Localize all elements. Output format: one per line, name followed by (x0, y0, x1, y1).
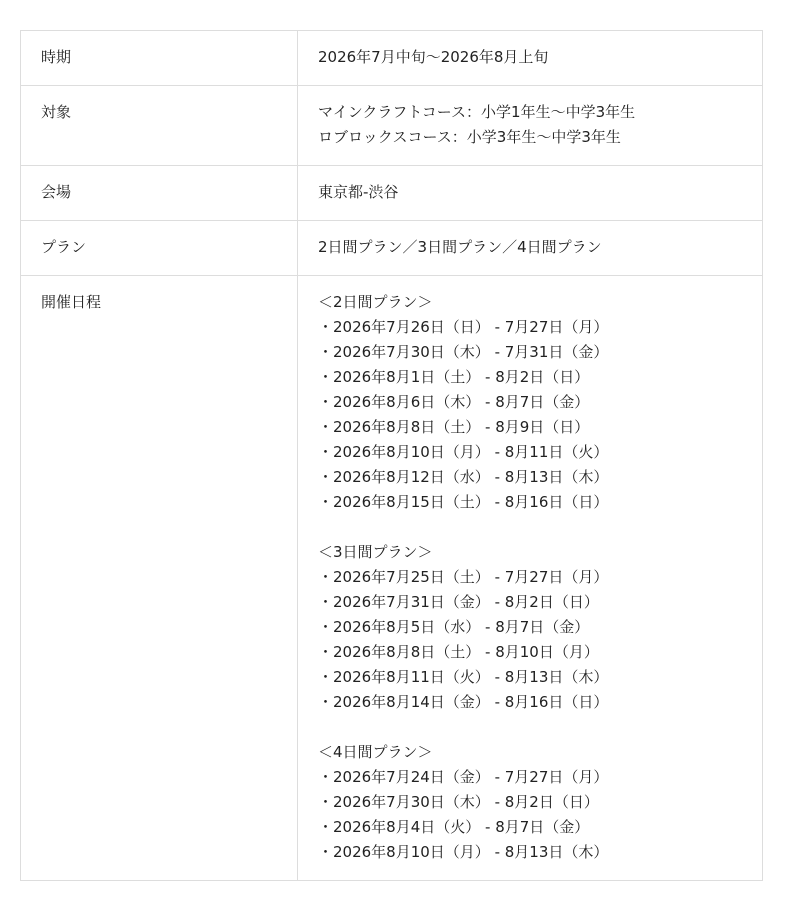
schedule-2day-item: ・2026年8月8日（土） - 8月9日（日） (318, 418, 590, 436)
schedule-4day-heading: ＜4日間プラン＞ (318, 743, 433, 761)
schedule-2day-item: ・2026年8月10日（月） - 8月11日（火） (318, 443, 609, 461)
schedule-4day-item: ・2026年8月10日（月） - 8月13日（木） (318, 843, 609, 861)
target-label: 対象 (21, 86, 298, 166)
schedule-2day-item: ・2026年8月12日（水） - 8月13日（木） (318, 468, 609, 486)
schedule-3day-item: ・2026年7月25日（土） - 7月27日（月） (318, 568, 609, 586)
schedule-3day-item: ・2026年7月31日（金） - 8月2日（日） (318, 593, 599, 611)
plans-value: 2日間プラン／3日間プラン／4日間プラン (298, 221, 763, 276)
target-minecraft-course: マインクラフトコース：小学1年生〜中学3年生 (318, 103, 636, 121)
schedule-3day-item: ・2026年8月8日（土） - 8月10日（月） (318, 643, 599, 661)
schedule-label: 開催日程 (21, 276, 298, 881)
event-info-table (20, 30, 763, 881)
venue-label: 会場 (21, 166, 298, 221)
schedule-2day-heading: ＜2日間プラン＞ (318, 293, 433, 311)
schedule-3day-item: ・2026年8月14日（金） - 8月16日（日） (318, 693, 609, 711)
schedule-spacer (318, 515, 742, 540)
schedule-2day-item: ・2026年7月26日（日） - 7月27日（月） (318, 318, 609, 336)
schedule-4day-item: ・2026年8月4日（火） - 8月7日（金） (318, 818, 590, 836)
schedule-value (298, 276, 763, 881)
target-roblox-course: ロブロックスコース：小学3年生〜中学3年生 (318, 128, 621, 146)
schedule-3day-heading: ＜3日間プラン＞ (318, 543, 433, 561)
period-label: 時期 (21, 31, 298, 86)
schedule-3day-item: ・2026年8月11日（火） - 8月13日（木） (318, 668, 609, 686)
target-value (298, 86, 763, 166)
period-value: 2026年7月中旬〜2026年8月上旬 (298, 31, 763, 86)
venue-value: 東京都-渋谷 (298, 166, 763, 221)
schedule-2day-item: ・2026年8月15日（土） - 8月16日（日） (318, 493, 609, 511)
row-target (21, 86, 763, 166)
schedule-4day-item: ・2026年7月30日（木） - 8月2日（日） (318, 793, 599, 811)
schedule-spacer (318, 715, 742, 740)
row-period (21, 31, 763, 86)
row-venue (21, 166, 763, 221)
schedule-2day-item: ・2026年8月1日（土） - 8月2日（日） (318, 368, 590, 386)
row-schedule (21, 276, 763, 881)
schedule-4day-item: ・2026年7月24日（金） - 7月27日（月） (318, 768, 609, 786)
schedule-2day-item: ・2026年7月30日（木） - 7月31日（金） (318, 343, 609, 361)
schedule-3day-item: ・2026年8月5日（水） - 8月7日（金） (318, 618, 590, 636)
plans-label: プラン (21, 221, 298, 276)
row-plans (21, 221, 763, 276)
schedule-2day-item: ・2026年8月6日（木） - 8月7日（金） (318, 393, 590, 411)
